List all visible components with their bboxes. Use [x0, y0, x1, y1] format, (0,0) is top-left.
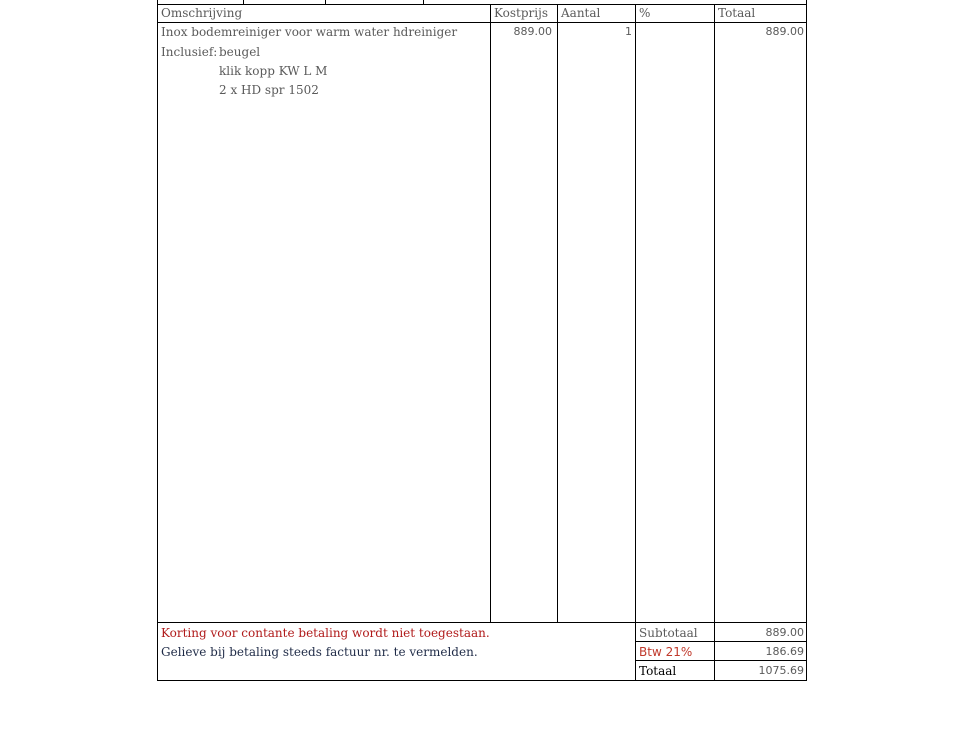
header-divider — [158, 22, 806, 23]
included-line: beugel — [219, 45, 261, 59]
previous-row-stub — [158, 0, 806, 5]
item-total: 889.00 — [765, 25, 804, 38]
item-unit-price: 889.00 — [513, 25, 552, 38]
header-unit-price: Kostprijs — [494, 6, 548, 20]
col-line-percent — [635, 4, 636, 680]
col-line-total — [714, 4, 715, 680]
total-label: Totaal — [639, 664, 677, 678]
note-cash-discount: Korting voor contante betaling wordt niet toegestaan. — [161, 626, 490, 640]
vat-label: Btw 21% — [639, 645, 693, 659]
header-total: Totaal — [718, 6, 756, 20]
header-percent: % — [639, 6, 651, 20]
included-line: klik kopp KW L M — [219, 64, 328, 78]
vat-row-divider — [635, 660, 806, 661]
item-description: Inox bodemreiniger voor warm water hdreiniger — [161, 25, 458, 39]
subtotal-value: 889.00 — [765, 626, 804, 639]
note-invoice-reference: Gelieve bij betaling steeds factuur nr. te vermelden. — [161, 645, 478, 659]
col-line-price — [490, 4, 491, 622]
footer-divider — [158, 622, 806, 623]
header-description: Omschrijving — [161, 6, 243, 20]
vat-value: 186.69 — [765, 645, 804, 658]
header-quantity: Aantal — [561, 6, 601, 20]
subtotal-label: Subtotaal — [639, 626, 698, 640]
col-line-qty — [557, 4, 558, 622]
included-line: 2 x HD spr 1502 — [219, 83, 319, 97]
item-quantity: 1 — [625, 25, 632, 38]
subtotal-row-divider — [635, 641, 806, 642]
included-prefix: Inclusief: — [161, 45, 218, 59]
invoice-sheet — [157, 0, 807, 681]
total-value: 1075.69 — [758, 664, 804, 677]
